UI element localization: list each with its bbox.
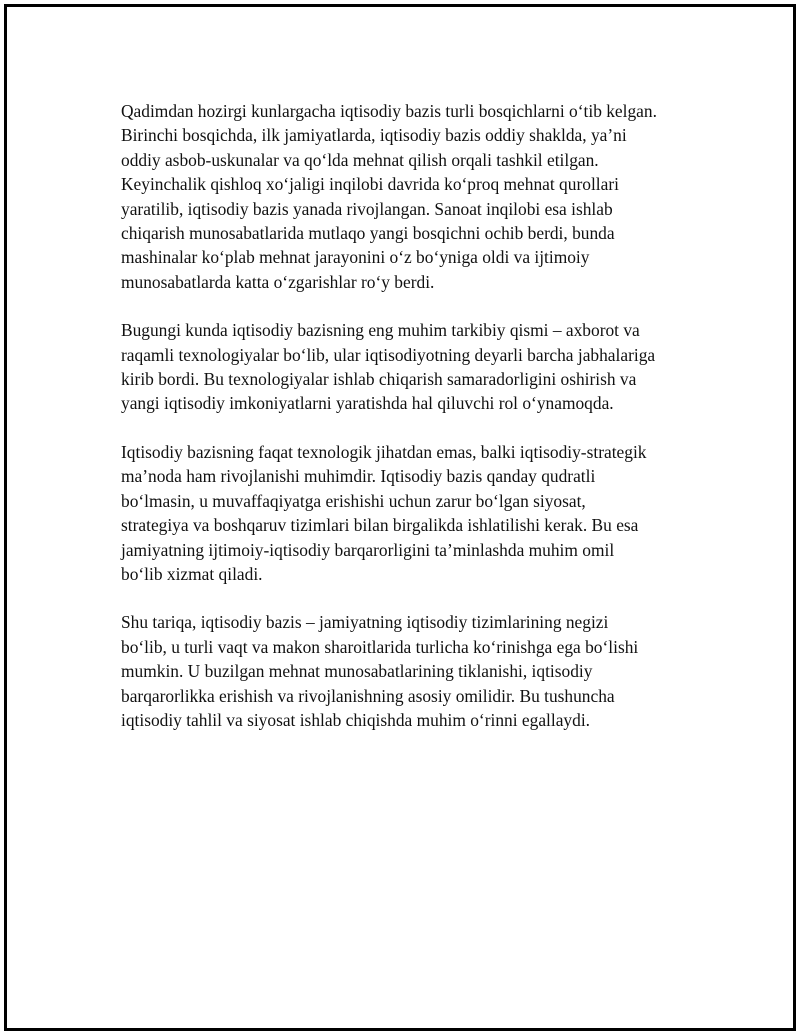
document-body: [121, 99, 711, 756]
paragraph-line: Iqtisodiy bazisning faqat texnologik jihatdan emas, balki iqtisodiy-strategik: [121, 441, 647, 462]
paragraph-line: yaratilib, iqtisodiy bazis yanada rivojlangan. Sanoat inqilobi esa ishlab: [121, 198, 613, 219]
paragraph-line: yangi iqtisodiy imkoniyatlarni yaratishda hal qiluvchi rol o‘ynamoqda.: [121, 393, 614, 414]
paragraph-line: Keyinchalik qishloq xo‘jaligi inqilobi davrida ko‘proq mehnat qurollari: [121, 174, 619, 195]
paragraph-line: Birinchi bosqichda, ilk jamiyatlarda, iqtisodiy bazis oddiy shaklda, ya’ni: [121, 125, 627, 146]
paragraph-line: ma’noda ham rivojlanishi muhimdir. Iqtisodiy bazis qanday qudratli: [121, 466, 596, 487]
paragraph-line: Shu tariqa, iqtisodiy bazis – jamiyatning iqtisodiy tizimlarining negizi: [121, 612, 609, 633]
paragraph-line: raqamli texnologiyalar bo‘lib, ular iqtisodiyotning deyarli barcha jabhalariga: [121, 344, 656, 365]
paragraph-line: bo‘lmasin, u muvaffaqiyatga erishishi uchun zarur bo‘lgan siyosat,: [121, 490, 586, 511]
paragraph-line: Bugungi kunda iqtisodiy bazisning eng muhim tarkibiy qismi – axborot va: [121, 320, 640, 341]
paragraph-line: strategiya va boshqaruv tizimlari bilan birgalikda ishlatilishi kerak. Bu esa: [121, 515, 639, 536]
paragraph-1: [121, 99, 711, 294]
paragraph-line: bo‘lib, u turli vaqt va makon sharoitlarida turlicha ko‘rinishga ega bo‘lishi: [121, 636, 639, 657]
paragraph-line: iqtisodiy tahlil va siyosat ishlab chiqishda muhim o‘rinni egallaydi.: [121, 709, 591, 730]
paragraph-line: mashinalar ko‘plab mehnat jarayonini o‘z bo‘yniga oldi va ijtimoiy: [121, 247, 590, 268]
paragraph-2: [121, 318, 711, 416]
paragraph-line: chiqarish munosabatlarida mutlaqo yangi bosqichni ochib berdi, bunda: [121, 223, 615, 244]
paragraph-3: [121, 440, 711, 586]
paragraph-line: oddiy asbob-uskunalar va qo‘lda mehnat qilish orqali tashkil etilgan.: [121, 149, 599, 170]
paragraph-4: [121, 610, 711, 732]
paragraph-line: bo‘lib xizmat qiladi.: [121, 563, 263, 584]
paragraph-line: jamiyatning ijtimoiy-iqtisodiy barqarorligini ta’minlashda muhim omil: [121, 539, 615, 560]
paragraph-line: barqarorlikka erishish va rivojlanishning asosiy omilidir. Bu tushuncha: [121, 685, 615, 706]
paragraph-line: Qadimdan hozirgi kunlargacha iqtisodiy bazis turli bosqichlarni o‘tib kelgan.: [121, 101, 657, 121]
paragraph-line: mumkin. U buzilgan mehnat munosabatlarining tiklanishi, iqtisodiy: [121, 661, 593, 682]
paragraph-line: kirib bordi. Bu texnologiyalar ishlab chiqarish samaradorligini oshirish va: [121, 369, 637, 390]
paragraph-line: munosabatlarda katta o‘zgarishlar ro‘y berdi.: [121, 271, 435, 292]
page-frame: [4, 4, 796, 1031]
